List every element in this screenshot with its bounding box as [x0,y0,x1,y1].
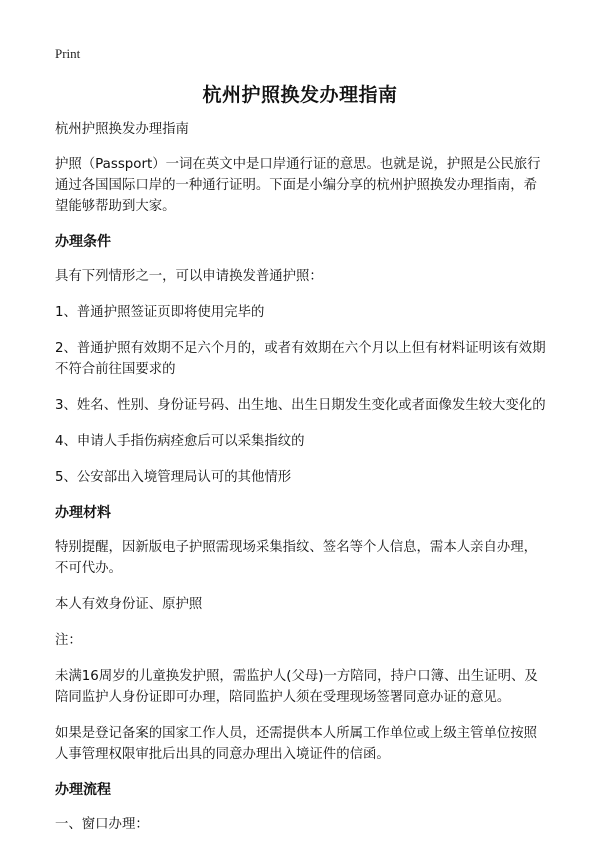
section-heading-materials: 办理材料 [55,505,111,521]
materials-paragraph: 如果是登记备案的国家工作人员，还需提供本人所属工作单位或上级主管单位按照人事管理权限审批后出具的同意办理出入境证件的信函。 [55,726,538,762]
materials-paragraph: 本人有效身份证、原护照 [55,597,203,612]
section-heading-conditions: 办理条件 [55,234,111,250]
document-body [55,119,550,850]
section-heading-process: 办理流程 [55,782,111,798]
condition-item: 4、申请人手指伤病痊愈后可以采集指纹的 [55,434,305,449]
condition-item: 1、普通护照签证页即将使用完毕的 [55,305,265,320]
materials-paragraph: 未满16周岁的儿童换发护照，需监护人(父母)一方陪同，持户口簿、出生证明、及陪同监护人身份证即可办理，陪同监护人须在受理现场签署同意办证的意见。 [55,669,538,705]
page-title: 杭州护照换发办理指南 [202,84,398,106]
intro-paragraph: 护照（Passport）一词在英文中是口岸通行证的意思。也就是说，护照是公民旅行通过各国国际口岸的一种通行证明。下面是小编分享的杭州护照换发办理指南，希望能够帮助到大家。 [55,157,541,214]
materials-paragraph: 注： [55,633,82,648]
condition-item: 3、姓名、性别、身份证号码、出生地、出生日期发生变化或者面像发生较大变化的 [55,398,546,413]
process-item: 一、窗口办理： [55,817,149,832]
materials-paragraph: 特别提醒，因新版电子护照需现场采集指纹、签名等个人信息，需本人亲自办理，不可代办。 [55,540,538,576]
condition-item: 5、公安部出入境管理局认可的其他情形 [55,470,292,485]
print-link[interactable]: Print [55,46,81,61]
condition-item: 2、普通护照有效期不足六个月的，或者有效期在六个月以上但有材料证明该有效期不符合前往国要求的 [55,341,546,377]
conditions-lead: 具有下列情形之一，可以申请换发普通护照： [55,269,323,284]
document-subtitle: 杭州护照换发办理指南 [55,122,189,137]
